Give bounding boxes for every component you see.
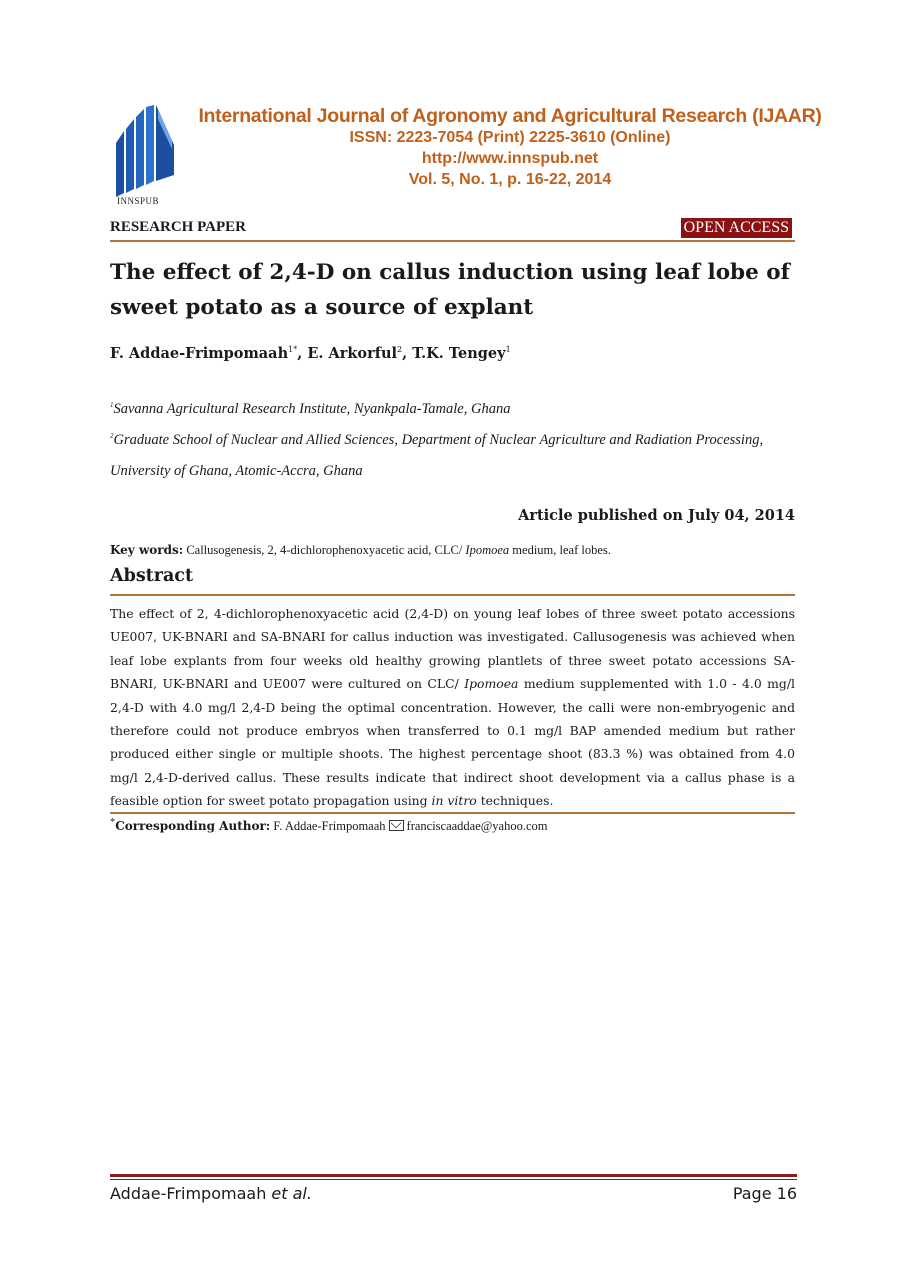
author-name: F. Addae-Frimpomaah [110,345,289,362]
article-title: The effect of 2,4-D on callus induction using leaf lobe of sweet potato as a source of explant [110,260,790,320]
abstract-body [110,602,795,813]
abstract-text: The effect of 2, 4-dichlorophenoxyacetic acid (2,4-D) on young leaf lobes of three sweet potato accessions UE007, UK-BNARI and SA-BNARI for callus induction was investigated. Callusogenesis was achieved when leaf lobe explants from four weeks old healthy growing plantlets of three sweet potato accessions SA-BNARI, UK-BNARI and UE007 were cultured on CLC/ [110,606,795,692]
corresponding-name: F. Addae-Frimpomaah [273,819,386,834]
abstract-divider-bottom [110,812,795,814]
abstract-italic: in vitro [431,793,477,809]
journal-title: International Journal of Agronomy and Agricultural Research (IJAAR) [198,105,822,127]
abstract-text: medium supplemented with 1.0 - 4.0 mg/l 2,4-D with 4.0 mg/l 2,4-D being the optimal concentration. However, the calli were non-embryogenic and therefore could not produce embryos when transferred to 0.1 mg/l BAP amended medium but rather produced either single or multiple shoots. The highest percentage shoot (83.3 %) was obtained from 4.0 mg/l 2,4-D-derived callus. These results indicate that indirect shoot development via a callus phase is a feasible option for sweet potato propagation using [110,676,795,809]
author-sup: 1* [288,345,298,355]
page-number: Page 16 [732,1184,797,1203]
author-name: E. Arkorful [307,345,398,362]
footer-etal: et al. [271,1184,312,1203]
innspub-logo [110,105,180,205]
keywords-italic: Ipomoea [465,543,510,557]
envelope-icon [389,820,404,831]
affiliation-text: Graduate School of Nuclear and Allied Sciences, Department of Nuclear Agriculture and Radiation Processing, University of Ghana, Atomic-Accra, Ghana [110,431,764,479]
journal-volume: Vol. 5, No. 1, p. 16-22, 2014 [408,171,612,188]
affiliation-text: Savanna Agricultural Research Institute, Nyankpala-Tamale, Ghana [113,400,511,417]
keywords-text: Callusogenesis, 2, 4-dichlorophenoxyacetic acid, CLC/ [186,543,466,557]
corresponding-sup: * [110,817,116,828]
header-divider [110,240,795,242]
footer-author-name: Addae-Frimpomaah [110,1184,267,1203]
open-access-badge: OPEN ACCESS [681,218,792,238]
journal-url[interactable]: http://www.innspub.net [421,150,599,167]
research-paper-label: RESEARCH PAPER [110,219,246,235]
author-name: T.K. Tengey [412,345,506,362]
logo-text: INNSPUB [117,196,160,206]
footer-author [110,1184,312,1203]
journal-header [190,106,830,190]
author-sup: 1 [505,345,511,355]
published-date: Article published on July 04, 2014 [518,507,795,524]
journal-issn: ISSN: 2223-7054 (Print) 2225-3610 (Online) [349,129,671,146]
affiliation-2 [110,421,800,487]
corresponding-label: Corresponding Author: [115,819,271,834]
author-list: F. Addae-Frimpomaah$^{1*}$, E. Arkorful$^2$, T.K. Tengey$^1$ [110,345,511,362]
author-sup: 2 [397,345,403,355]
corresponding-author [110,817,548,834]
abstract-divider-top [110,594,795,596]
abstract-heading: Abstract [110,566,194,586]
keywords-label: Key words: [110,543,184,557]
affiliation-sup: 2 [110,432,114,440]
footer-divider [110,1174,797,1177]
affiliation-sup: 1 [110,401,114,409]
abstract-text: techniques. [476,793,554,809]
corresponding-email[interactable]: franciscaaddae@yahoo.com [406,819,548,834]
abstract-italic: Ipomoea [464,676,519,692]
footer-divider-thin [110,1179,797,1180]
keywords [110,543,800,558]
affiliation-1 [110,390,800,425]
keywords-text-end: medium, leaf lobes. [509,543,611,557]
